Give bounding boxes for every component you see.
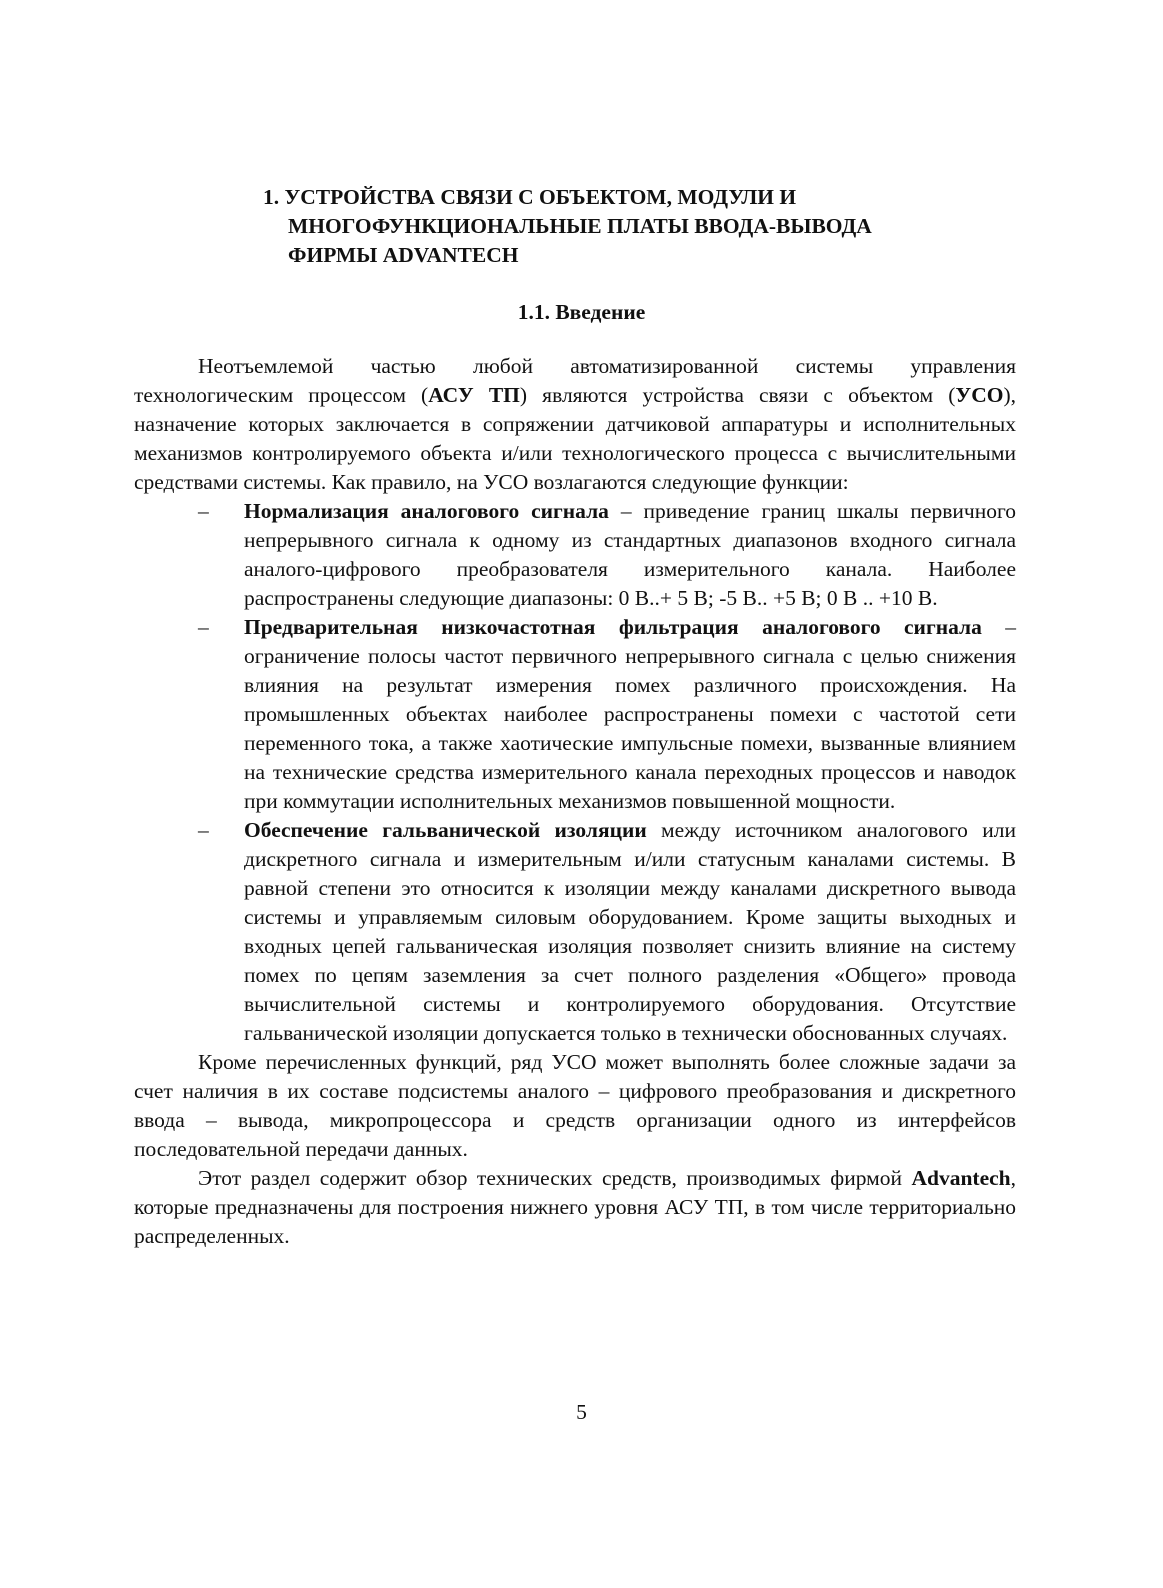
list-dash: – (198, 818, 209, 842)
section-title: 1.1. Введение (517, 300, 646, 324)
paragraph-3-text-2: , которые предназначены для построения нижнего уровня АСУ ТП, в том числе территориально распределенных. (134, 1166, 1016, 1248)
paragraph-2: Кроме перечисленных функций, ряд УСО может выполнять более сложные задачи за счет наличия в их составе подсистемы аналого – цифрового преобразования и дискретного ввода – вывода, микропроцессора и средств организации одного из интерфейсов последовательной передачи данных. (134, 1050, 1016, 1161)
list-item (134, 497, 1016, 613)
acs-abbreviation: АСУ ТП (428, 383, 520, 407)
body-text (134, 352, 1016, 1251)
list-item-text: – приведение границ шкалы первичного непрерывного сигнала к одному из стандартных диапазонов входного сигнала аналого-цифрового преобразователя измерительного канала. Наиболее распространены следующие диапазоны: 0 В..+ 5 В; -5 В.. +5 В; 0 В .. +10 В. (244, 499, 1016, 610)
list-item-term: Обеспечение гальванической изоляции (244, 818, 647, 842)
list-item-term: Нормализация аналогового сигнала (244, 499, 609, 523)
intro-text-1: Неотъемлемой частью любой автоматизированной системы управления технологическим процессом ( (134, 354, 1016, 407)
functions-list (134, 497, 1016, 1048)
list-dash: – (198, 499, 209, 523)
list-item-text: между источником аналогового или дискретного сигнала и измерительным и/или статусным каналами системы. В равной степени это относится к изоляции между каналами дискретного вывода системы и управляемым силовым оборудованием. Кроме защиты выходных и входных цепей гальваническая изоляция позволяет снизить влияние на систему помех по цепям заземления за счет полного разделения «Общего» провода вычислительной системы и контролируемого оборудования. Отсутствие гальванической изоляции допускается только в технически обоснованных случаях. (244, 818, 1016, 1045)
page-number: 5 (576, 1400, 587, 1424)
intro-text-3: ), назначение которых заключается в сопряжении датчиковой аппаратуры и исполнительных механизмов контролируемого объекта и/или технологического процесса с вычислительными средствами системы. Как правило, на УСО возлагаются следующие функции: (134, 383, 1016, 494)
list-item (134, 816, 1016, 1048)
uso-abbreviation: УСО (955, 383, 1004, 407)
list-item-text: – ограничение полосы частот первичного непрерывного сигнала с целью снижения влияния на результат измерения помех различного происхождения. На промышленных объектах наиболее распространены помехи с частотой сети переменного тока, а также хаотические импульсные помехи, вызванные влиянием на технические средства измерительного канала переходных процессов и наводок при коммутации исполнительных механизмов повышенной мощности. (244, 615, 1017, 813)
chapter-title-line-3: ФИРМЫ ADVANTECH (288, 243, 519, 267)
chapter-title-line-2: МНОГОФУНКЦИОНАЛЬНЫЕ ПЛАТЫ ВВОДА-ВЫВОДА (288, 214, 872, 238)
list-item-term: Предварительная низкочастотная фильтрация аналогового сигнала (244, 615, 982, 639)
intro-paragraph (134, 352, 1016, 497)
chapter-title (263, 183, 1023, 270)
paragraph-3 (134, 1164, 1016, 1251)
advantech-name: Advantech (911, 1166, 1011, 1190)
chapter-title-line-1: 1. УСТРОЙСТВА СВЯЗИ С ОБЪЕКТОМ, МОДУЛИ И (263, 185, 797, 209)
intro-text-2: ) являются устройства связи с объектом ( (519, 383, 956, 407)
paragraph-3-text-1: Этот раздел содержит обзор технических средств, производимых фирмой (198, 1166, 912, 1190)
list-dash: – (198, 615, 209, 639)
list-item (134, 613, 1016, 816)
